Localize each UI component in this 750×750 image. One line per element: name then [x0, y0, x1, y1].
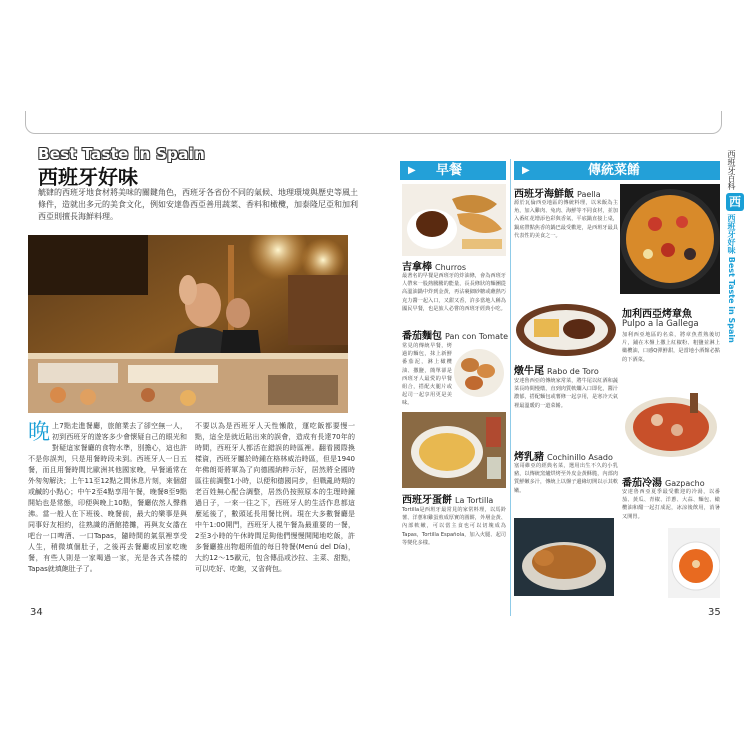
body-text-2: 不要以為是西班牙人天性懶散，運吃飯都要慢一點，這全是就近貼出來的誤會，造成有長達70年的時間，西班牙人都活在錯誤的時區裡。翻看國際換樣資，西班牙屬於時鍾在格林威治時區，但是1940年佛朗哥將軍為了向德國納粹示好，居然將全國時區往前調整1小時，以便和德國同步，但戰亂時期的老百姓無心配合調整，居然仍按照原本的生理時鐘過日子，一來一往之下，西班牙人的生活作息都這麼延後了，數頭延長用餐比例。現在大多數餐廳是中午1:00開門，西班牙人視午餐為最重要的一餐，2至3小時的午休時間足夠他們慢慢開聞地吃飯，許多餐廳推出物超所值的每日特餐(Menú del Día)，大約12～15歐元，包含傳品或沙拉、主菜、甜點，可以吃好、吃飽，又省荷包。: [195, 422, 355, 573]
side-tab-top-text: 西班牙百科: [727, 150, 736, 190]
chapter-side-tab: [726, 150, 746, 343]
body-column-2: [195, 421, 355, 575]
dish-name-tortilla: 西班牙蛋餅 La Tortilla: [402, 495, 494, 506]
dish-desc-paella: 源於瓦倫西亞地區的傳統料理，以米飯為主角，加入雞肉、兔肉、海鮮等不同食材，並加入番紅花增添色彩與香氣，平底鍋直接上桌，鍋底帶點焦香的鍋巴最受歡迎，是西班牙最具代表性的美食之一。: [514, 200, 618, 239]
dish-name-churros: 吉拿棒 Churros: [402, 262, 467, 273]
dish-name-pulpo: 加利西亞烤章魚: [622, 309, 692, 320]
dish-name-paella: 西班牙海鮮飯 Paella: [514, 189, 601, 200]
dish-name-rabo-toro: 燉牛尾 Rabo de Toro: [514, 366, 599, 377]
dish-desc-pulpo: 加利西亞地區的名菜，將章魚煮熟後切片，鋪在木盤上撒上紅椒粉、粗鹽並淋上橄欖油，口感Q彈鮮甜，是當地小酒館必點的下酒菜。: [622, 332, 720, 363]
pulpo-photo: [622, 385, 720, 463]
tortilla-photo: [402, 412, 506, 488]
dish-name-pan-tomate: 番茄麵包 Pan con Tomate: [402, 331, 509, 342]
page-number-right: 35: [708, 607, 721, 618]
dish-name-cochinillo: 烤乳豬 Cochinillo Asado: [514, 452, 613, 463]
churros-photo: [402, 184, 506, 256]
side-tab-bottom-text: 西班牙好味 Best Taste in Spain: [727, 214, 736, 343]
gazpacho-photo: [668, 528, 720, 598]
restaurant-bar-photo: [28, 235, 348, 413]
title-chinese: 西班牙好味: [38, 165, 138, 189]
column-divider: [510, 159, 511, 616]
page-top-border: [25, 111, 722, 134]
drop-cap: 晚: [28, 420, 51, 445]
rabo-toro-photo: [514, 301, 618, 359]
body-text-1: 上7點走進餐廳，旅館業去了卻空無一人，初到西班牙的遊客多少會懷疑自己的眼光和對疑這家餐廳的食物水準，別擔心，這也許不是你誤判，只是用餐時段未到。西班牙人一日五餐，而且用餐時間比歐洲其他國家晚，早餐通常在外匆匆解決；上午11至12點之間休息片刻，來個甜或鹹的小點心；中午2至4點享用午餐，晚餐8至9點開始也是常態，印便與晚上10點，餐廳依然人聲鼎沸。當一般人在下班後、晚餐前，最大的樂事是與同事好友相約，往熟識的酒館捲攤，再與友女諧在吧台一口啤酒、一口Tapas，隨時間的氣氛裡享受人生，稍微填個肚子，之後再去餐廳或回家吃晚餐，有些人則是一家喝過一家，光是各式各樣的Tapas就填飽肚子了。: [28, 422, 187, 573]
section-header-breakfast: ▶ 早餐: [400, 161, 506, 180]
dish-desc-churros: 最著名的早餐是西班牙的炸油條，會為西班牙人帶來一股熱騰騰的能量，長長條狀的麵團從高溫油鍋中炸到金黃，再沾裹細砂糖或蘸熱巧克力醬一起入口，又甜又香，許多當地人稱為國民早餐，也是旅人必嘗的西班牙經典小吃。: [402, 273, 506, 312]
dish-desc-pan-tomate: 常見的傳統早餐，烤過的麵包，抹上新鮮番茄泥，淋上橄欖油、撒鹽，簡單卻是西班牙人最愛的早餐組合，搭配火腿片或起司一起享用更是美味。: [402, 343, 452, 407]
dish-desc-gazpacho: 安達魯西亞夏季最受歡迎的冷湯，以番茄、黃瓜、青椒、洋蔥、大蒜、麵包、橄欖油和醋一起打成泥，冰涼後飲用，消暑又開胃。: [622, 489, 720, 520]
pan-tomate-photo: [452, 343, 506, 401]
intro-paragraph: 觥肄的西班牙地食材將美味的關鍵角色，西班牙各省份不同的氣候、地理環境與歷史等風土條件，造就出多元的美食文化，例如安達魯西亞善用蔬菜、香料和橄欖，加泰隆尼亞和加利西亞則擅長海鮮料理。: [38, 188, 358, 221]
dish-name-pulpo-en: Pulpo a la Gallega: [622, 319, 699, 329]
dish-desc-cochinillo: 塞哥維亞的經典名菜，選用出生不久的小乳豬，以傳統窯爐烘烤至外皮金黃酥脆，內部肉質鮮嫩多汁，傳統上以盤子邊緣切開以示其軟嫩。: [514, 463, 618, 494]
title-english: Best Taste in Spain: [38, 145, 206, 163]
chapter-badge-icon: 西: [726, 193, 744, 211]
section-header-traditional: ▶ 傳統菜餚: [514, 161, 720, 180]
cochinillo-photo: [514, 518, 614, 596]
paella-photo: [620, 184, 720, 294]
dish-desc-tortilla: Tortilla是西班牙最常見的家常料理，以馬鈴薯、洋蔥和雞蛋煎成厚實的圓餅，外層金黃、內部軟嫩，可以當主食也可以切塊成為Tapas，Tortilla Española，加入火腿、起司等變化多樣。: [402, 507, 506, 546]
body-column-1: [28, 421, 187, 575]
dish-desc-rabo-toro: 安達魯西亞的傳統家常菜，將牛尾以紅酒和蔬菜長時間慢燉，直到肉質軟爛入口即化，醬汁濃郁，搭配麵包或薯條一起享用，是寒冷天氣裡最溫暖的一道菜餚。: [514, 378, 618, 409]
dish-name-gazpacho: 番茄冷湯 Gazpacho: [622, 478, 705, 489]
page-number-left: 34: [30, 607, 43, 618]
